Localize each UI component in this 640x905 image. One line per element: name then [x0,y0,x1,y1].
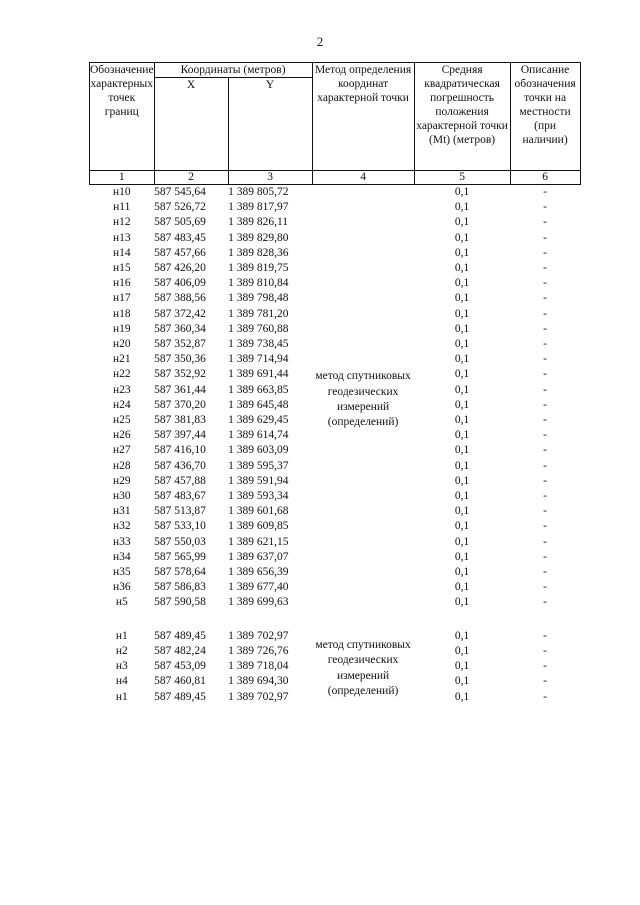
point-name: н14 [112,246,131,259]
point-name: н24 [112,398,131,411]
point-name: н2 [115,644,128,657]
header-x: X [154,78,228,171]
description-value: - [543,629,547,642]
method-cell [312,629,414,705]
header-description: Описание обозначения точки на местности (при наличии) [510,63,580,171]
coord-x: 587 352,92 [154,368,206,381]
error-value: 0,1 [454,186,470,198]
description-value: - [543,660,547,673]
point-name: н5 [115,596,128,609]
error-value: 0,1 [454,429,470,442]
error-value: 0,1 [454,307,470,320]
point-name: н34 [112,550,131,563]
coord-x: 587 545,64 [154,186,206,198]
point-name: н17 [112,292,131,305]
method-text: метод спутниковых геодезических измерений (определений) [315,639,411,697]
error-value: 0,1 [454,368,470,381]
coord-x: 587 550,03 [154,535,206,548]
method-text: метод спутниковых геодезических измерений (определений) [315,370,411,429]
point-name: н36 [112,581,131,594]
coord-x: 587 526,72 [154,201,206,214]
empty-cell [228,611,312,629]
header-method: Метод определения координат характерной точки [312,63,414,171]
coord-x: 587 372,42 [154,307,206,320]
coord-x: 587 350,36 [154,353,206,366]
description-value: - [543,292,547,305]
point-name: н3 [115,660,128,673]
empty-cell [510,611,580,629]
coord-x: 587 360,34 [154,322,206,335]
coord-y: 1 389 591,94 [228,474,289,487]
error-value: 0,1 [454,644,470,657]
coord-y: 1 389 603,09 [228,444,289,457]
point-name: н20 [112,338,131,351]
coord-x: 587 482,24 [154,644,206,657]
coord-x: 587 489,45 [154,629,206,642]
point-name: н25 [112,414,131,427]
header-coordinates: Координаты (метров) [154,63,312,78]
header-y: Y [228,78,312,171]
point-name: н35 [112,566,131,579]
coord-y: 1 389 819,75 [228,262,289,275]
coordinates-table [89,62,581,705]
point-name: н26 [112,429,131,442]
point-name: н31 [112,505,131,518]
coord-y: 1 389 760,88 [228,322,289,335]
error-value: 0,1 [454,277,470,290]
point-name: н30 [112,490,131,503]
col-number-2: 2 [154,171,228,185]
error-value: 0,1 [454,231,470,244]
col-number-5: 5 [414,171,510,185]
error-value: 0,1 [454,474,470,487]
coord-x: 587 489,45 [154,690,206,703]
error-value: 0,1 [454,490,470,503]
coord-x: 587 578,64 [154,566,206,579]
coord-y: 1 389 629,45 [228,414,289,427]
coord-y: 1 389 738,45 [228,338,289,351]
point-name: н10 [112,186,131,198]
coord-x: 587 397,44 [154,429,206,442]
coord-x: 587 533,10 [154,520,206,533]
point-name: н22 [112,368,131,381]
error-value: 0,1 [454,629,470,642]
coord-x: 587 513,87 [154,505,206,518]
coord-y: 1 389 691,44 [228,368,289,381]
point-name: н21 [112,353,131,366]
coord-x: 587 381,83 [154,414,206,427]
coord-x: 587 565,99 [154,550,206,563]
coord-y: 1 389 656,39 [228,566,289,579]
coord-y: 1 389 810,84 [228,277,289,290]
empty-cell [90,611,155,629]
point-name: н33 [112,535,131,548]
point-name: н16 [112,277,131,290]
error-value: 0,1 [454,690,470,703]
error-value: 0,1 [454,596,470,609]
error-value: 0,1 [454,292,470,305]
error-value: 0,1 [454,459,470,472]
coord-y: 1 389 694,30 [228,675,289,688]
error-value: 0,1 [454,201,470,214]
description-value: - [543,520,547,533]
error-value: 0,1 [454,262,470,275]
col-number-3: 3 [228,171,312,185]
point-name: н32 [112,520,131,533]
error-value: 0,1 [454,535,470,548]
coord-y: 1 389 637,07 [228,550,289,563]
table-row [90,185,581,201]
coord-x: 587 370,20 [154,398,206,411]
coord-y: 1 389 621,15 [228,535,289,548]
point-name: н19 [112,322,131,335]
error-value: 0,1 [454,353,470,366]
description-value: - [543,186,547,198]
description-value: - [543,490,547,503]
coord-x: 587 453,09 [154,660,206,673]
error-value: 0,1 [454,246,470,259]
coord-x: 587 361,44 [154,383,206,396]
error-value: 0,1 [454,550,470,563]
coord-x: 587 406,09 [154,277,206,290]
coord-y: 1 389 826,11 [228,216,289,229]
point-name: н23 [112,383,131,396]
coord-x: 587 505,69 [154,216,206,229]
point-name: н1 [115,690,128,703]
coord-x: 587 457,88 [154,474,206,487]
coord-y: 1 389 677,40 [228,581,289,594]
coord-x: 587 483,45 [154,231,206,244]
description-value: - [543,383,547,396]
description-value: - [543,644,547,657]
coord-x: 587 388,56 [154,292,206,305]
point-name: н1 [115,629,128,642]
coord-x: 587 457,66 [154,246,206,259]
group-separator [90,611,581,629]
header-error: Средняя квадратическая погрешность положения характерной точки (Mt) (метров) [414,63,510,171]
description-value: - [543,307,547,320]
col-number-4: 4 [312,171,414,185]
empty-cell [312,611,414,629]
coord-y: 1 389 702,97 [228,690,289,703]
description-value: - [543,535,547,548]
coord-x: 587 352,87 [154,338,206,351]
description-value: - [543,675,547,688]
coord-y: 1 389 614,74 [228,429,289,442]
coord-y: 1 389 817,97 [228,201,289,214]
description-value: - [543,262,547,275]
description-value: - [543,690,547,703]
error-value: 0,1 [454,444,470,457]
coord-x: 587 483,67 [154,490,206,503]
empty-cell [414,611,510,629]
description-value: - [543,444,547,457]
description-value: - [543,566,547,579]
coord-y: 1 389 829,80 [228,231,289,244]
description-value: - [543,246,547,259]
description-value: - [543,216,547,229]
coord-y: 1 389 828,36 [228,246,289,259]
table-body [90,185,581,705]
col-number-6: 6 [510,171,580,185]
point-name: н27 [112,444,131,457]
error-value: 0,1 [454,216,470,229]
point-name: н4 [115,675,128,688]
coord-y: 1 389 645,48 [228,398,289,411]
point-name: н28 [112,459,131,472]
description-value: - [543,368,547,381]
coord-y: 1 389 593,34 [228,490,289,503]
error-value: 0,1 [454,398,470,411]
coord-x: 587 586,83 [154,581,206,594]
description-value: - [543,353,547,366]
description-value: - [543,398,547,411]
table-row [90,629,581,644]
header-designation: Обозначение характерных точек границ [90,63,155,171]
coord-y: 1 389 718,04 [228,660,289,673]
coord-x: 587 416,10 [154,444,206,457]
page-number: 2 [316,34,324,49]
description-value: - [543,596,547,609]
error-value: 0,1 [454,383,470,396]
point-name: н13 [112,231,131,244]
error-value: 0,1 [454,581,470,594]
description-value: - [543,429,547,442]
error-value: 0,1 [454,660,470,673]
error-value: 0,1 [454,322,470,335]
coord-y: 1 389 726,76 [228,644,289,657]
error-value: 0,1 [454,505,470,518]
error-value: 0,1 [454,675,470,688]
point-name: н15 [112,262,131,275]
coord-y: 1 389 798,48 [228,292,289,305]
coord-x: 587 590,58 [154,596,206,609]
description-value: - [543,231,547,244]
error-value: 0,1 [454,414,470,427]
description-value: - [543,414,547,427]
description-value: - [543,550,547,563]
description-value: - [543,505,547,518]
coord-y: 1 389 663,85 [228,383,289,396]
description-value: - [543,201,547,214]
coord-y: 1 389 805,72 [228,186,289,198]
description-value: - [543,474,547,487]
coord-y: 1 389 781,20 [228,307,289,320]
coord-y: 1 389 699,63 [228,596,289,609]
point-name: н11 [113,201,131,214]
coord-y: 1 389 601,68 [228,505,289,518]
error-value: 0,1 [454,566,470,579]
error-value: 0,1 [454,338,470,351]
point-name: н29 [112,474,131,487]
col-number-1: 1 [90,171,155,185]
empty-cell [154,611,228,629]
description-value: - [543,322,547,335]
method-cell [312,185,414,611]
point-name: н12 [112,216,131,229]
coord-x: 587 460,81 [154,675,206,688]
description-value: - [543,459,547,472]
coord-x: 587 436,70 [154,459,206,472]
description-value: - [543,277,547,290]
point-name: н18 [112,307,131,320]
error-value: 0,1 [454,520,470,533]
coord-y: 1 389 702,97 [228,629,289,642]
description-value: - [543,338,547,351]
coord-y: 1 389 609,85 [228,520,289,533]
coord-y: 1 389 714,94 [228,353,289,366]
description-value: - [543,581,547,594]
coord-x: 587 426,20 [154,262,206,275]
coord-y: 1 389 595,37 [228,459,289,472]
